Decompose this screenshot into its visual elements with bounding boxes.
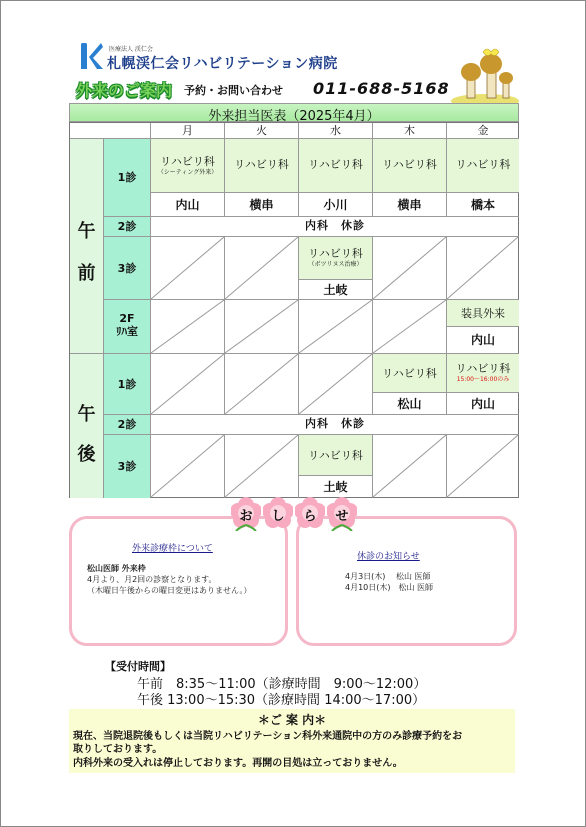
guide-line-3: 内科外来の受入れは停止しております。再開の目処は立っておりません。 bbox=[73, 758, 403, 769]
am-rehab-empty-tue bbox=[225, 300, 299, 354]
pm-room3-doctor-wed: 土岐 bbox=[299, 476, 373, 498]
mushroom-mascot-icon bbox=[449, 46, 521, 108]
am-room3-dept-wed: リハビリ科 （ボツリヌス治療） bbox=[299, 237, 373, 280]
notice-left-title: 外来診療枠について bbox=[132, 544, 213, 554]
corporation-name: 医療法人 渓仁会 bbox=[109, 46, 153, 53]
am-rehab-room: 2F ﾘﾊ室 bbox=[104, 300, 151, 354]
am-room1-doctor-thu: 横串 bbox=[373, 193, 447, 217]
pm-room2-closed: 内科 休診 bbox=[151, 415, 519, 435]
oshirase-flower-banner bbox=[227, 497, 361, 533]
guide-line-1: 現在、当院退院後もしくは当院リハビリテーション科外来通院中の方のみ診療予約をお bbox=[73, 731, 463, 742]
am-room1-dept-tue: リハビリ科 bbox=[225, 139, 299, 193]
pm-room1-doctor-fri: 内山 bbox=[447, 393, 519, 415]
am-room1-doctor-wed: 小川 bbox=[299, 193, 373, 217]
hospital-logo-icon bbox=[81, 43, 103, 69]
am-rehab-doctor-fri: 内山 bbox=[447, 327, 519, 354]
notice-right-title: 休診のお知らせ bbox=[357, 552, 420, 562]
pm-room1-dept-fri: リハビリ科 15:00～16:00のみ bbox=[447, 354, 519, 393]
corner-header bbox=[70, 123, 151, 139]
schedule-table bbox=[69, 122, 519, 498]
am-rehab-dept-fri: 装具外来 bbox=[447, 300, 519, 327]
am-room3-empty-mon bbox=[151, 237, 225, 300]
pm-room-1: 1診 bbox=[104, 354, 151, 415]
am-room1-doctor-mon: 内山 bbox=[151, 193, 225, 217]
guide-line-2: 取りしております。 bbox=[73, 744, 163, 755]
am-room-3: 3診 bbox=[104, 237, 151, 300]
pm-room1-doctor-thu: 松山 bbox=[373, 393, 447, 415]
day-header-mon: 月 bbox=[151, 123, 225, 139]
am-room3-empty-tue bbox=[225, 237, 299, 300]
guide-notice-box bbox=[69, 709, 515, 773]
flower-icon: し bbox=[263, 497, 293, 531]
pm-room3-empty-tue bbox=[225, 435, 299, 498]
am-room3-empty-thu bbox=[373, 237, 447, 300]
reservation-label: 予約・お問い合わせ bbox=[184, 84, 283, 97]
pm-room1-empty-wed bbox=[299, 354, 373, 415]
am-rehab-empty-mon bbox=[151, 300, 225, 354]
am-room1-dept-fri: リハビリ科 bbox=[447, 139, 519, 193]
guide-title: ＊ご 案 内＊ bbox=[257, 713, 327, 727]
am-room-2: 2診 bbox=[104, 217, 151, 237]
flower-icon: せ bbox=[327, 497, 357, 531]
schedule-title-bar bbox=[69, 103, 519, 122]
am-period-label: 午 前 bbox=[70, 139, 104, 354]
day-header-wed: 水 bbox=[299, 123, 373, 139]
day-header-fri: 金 bbox=[447, 123, 519, 139]
reception-hours-pm: 午後 13:00～15:30（診療時間 14:00～17:00） bbox=[137, 693, 426, 708]
outpatient-heading: 外来のご案内 bbox=[76, 81, 173, 100]
pm-room3-empty-mon bbox=[151, 435, 225, 498]
notice-box-outpatient-slots bbox=[69, 516, 288, 646]
notice-right-line-2: 4月10日(木) 松山 医師 bbox=[345, 583, 434, 592]
phone-number: 011-688-5168 bbox=[313, 79, 450, 98]
pm-room1-dept-thu: リハビリ科 bbox=[373, 354, 447, 393]
am-room3-empty-fri bbox=[447, 237, 519, 300]
hospital-name: 札幌渓仁会リハビリテーション病院 bbox=[107, 56, 338, 72]
pm-room-2: 2診 bbox=[104, 415, 151, 435]
pm-room3-dept-wed: リハビリ科 bbox=[299, 435, 373, 476]
reception-hours-label: 【受付時間】 bbox=[105, 660, 171, 673]
am-room3-doctor-wed: 土岐 bbox=[299, 280, 373, 300]
pm-room3-empty-fri bbox=[447, 435, 519, 498]
am-rehab-empty-thu bbox=[373, 300, 447, 354]
pm-room1-empty-tue bbox=[225, 354, 299, 415]
am-room1-dept-thu: リハビリ科 bbox=[373, 139, 447, 193]
notice-left-line-2: 4月より、月2回の診察となります。 bbox=[87, 575, 217, 584]
notice-right-line-1: 4月3日(木) 松山 医師 bbox=[345, 572, 431, 581]
am-room1-dept-mon: リハビリ科 （シーティング外来） bbox=[151, 139, 225, 193]
day-header-thu: 木 bbox=[373, 123, 447, 139]
am-room1-dept-wed: リハビリ科 bbox=[299, 139, 373, 193]
am-room1-doctor-fri: 橋本 bbox=[447, 193, 519, 217]
flower-icon: ら bbox=[295, 497, 325, 531]
day-header-tue: 火 bbox=[225, 123, 299, 139]
am-room-1: 1診 bbox=[104, 139, 151, 217]
am-room1-doctor-tue: 横串 bbox=[225, 193, 299, 217]
notice-box-closures bbox=[296, 516, 517, 646]
pm-room-3: 3診 bbox=[104, 435, 151, 498]
notice-left-line-1: 松山医師 外来枠 bbox=[87, 564, 146, 573]
am-room2-closed: 内科 休診 bbox=[151, 217, 519, 237]
am-rehab-empty-wed bbox=[299, 300, 373, 354]
schedule-title: 外来担当医表（2025年4月） bbox=[208, 109, 380, 124]
pm-period-label: 午 後 bbox=[70, 354, 104, 498]
pm-room3-empty-thu bbox=[373, 435, 447, 498]
notice-left-line-3: （木曜日午後からの曜日変更はありません。） bbox=[87, 586, 252, 595]
reception-hours-am: 午前 8:35～11:00（診療時間 9:00～12:00） bbox=[137, 677, 427, 692]
flower-icon: お bbox=[231, 497, 261, 531]
pm-room1-empty-mon bbox=[151, 354, 225, 415]
